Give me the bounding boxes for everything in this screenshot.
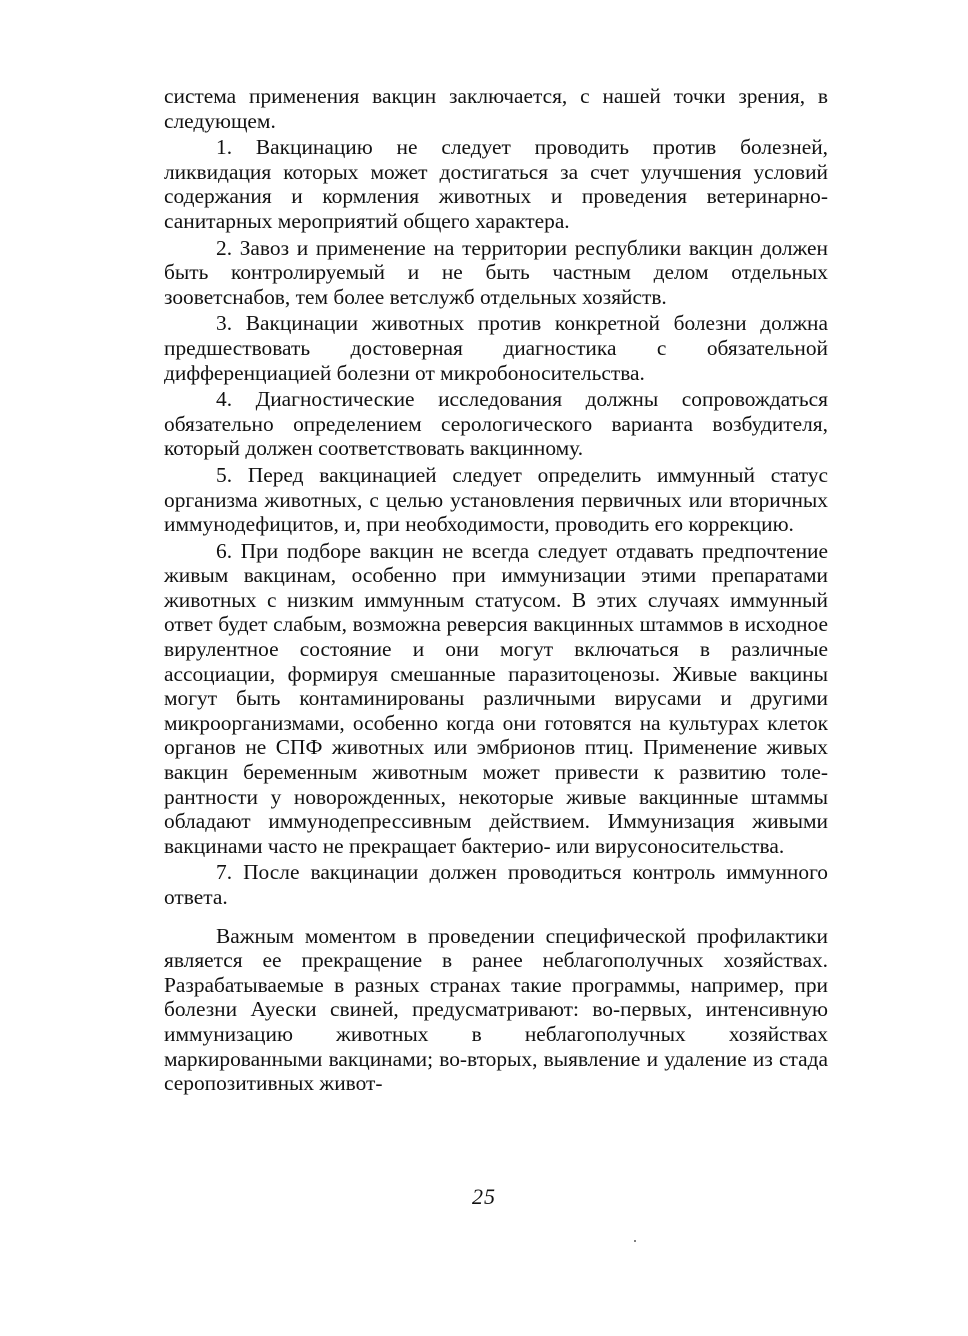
- scan-speck: [634, 1240, 636, 1242]
- list-item-1: 1. Вакцинацию не следует проводить против болезней, ликвидация которых может достигаться за счет улучшения условий содержания и кормления животных и проведения ветеринарно-санитарных мероприятий общего характера.: [164, 135, 828, 233]
- list-item-3: 3. Вакцинации животных против конкретной болезни должна предшествовать достоверная диагностика с обязательной дифференциацией болезни от микробоносительства.: [164, 311, 828, 385]
- page-body-text: [164, 84, 828, 1098]
- closing-paragraph: Важным моментом в проведении специфической профилактики является ее прекращение в ранее неблагополучных хозяйствах. Разрабатываемые в разных странах такие программы, например, при болезни Ауески свиней, предусматривают: во-первых, интенсивную иммунизацию животных в неблагополучных хозяйствах маркированными вакцинами; во-вторых, выявление и удаление из стада серопозитивных живот-: [164, 923, 828, 1096]
- list-item-7: 7. После вакцинации должен проводиться контроль иммунного ответа.: [164, 860, 828, 909]
- list-item-6: 6. При подборе вакцин не всегда следует отдавать предпочтение живым вакцинам, особенно при иммунизации этими препаратами животных с низким иммунным статусом. В этих случаях иммунный ответ будет слабым, возможна реверсия вакцинных штаммов в исходное вирулентное состояние и они могут включаться в различные ассоциации, формируя смешанные паразитоценозы. Живые вакцины могут быть контаминированы различными вирусами и другими микроорганизмами, особенно когда они готовятся на культурах клеток органов не СПФ животных или эмбрионов птиц. Применение живых вакцин беременным животным может привести к развитию толерантности у новорожденных, некоторые живые вакцинные штаммы обладают иммунодепрессивным действием. Иммунизация живыми вакцинами часто не прекращает бактерио- или вирусоносительства.: [164, 538, 828, 858]
- list-item-5: 5. Перед вакцинацией следует определить иммунный статус организма животных, с целью установления первичных или вторичных иммунодефицитов, и, при необходимости, проводить его коррекцию.: [164, 462, 828, 537]
- page-number: 25: [472, 1184, 496, 1209]
- intro-paragraph: система применения вакцин заключается, с нашей точки зрения, в следующем.: [164, 84, 828, 133]
- list-item-2: 2. Завоз и применение на территории республики вакцин должен быть контролируемый и не быть частным делом отдельных зооветснабов, тем более ветслужб отдельных хозяйств.: [164, 235, 828, 309]
- list-item-4: 4. Диагностические исследования должны сопровождаться обязательно определением серологического варианта возбудителя, который должен соответствовать вакцинному.: [164, 387, 828, 461]
